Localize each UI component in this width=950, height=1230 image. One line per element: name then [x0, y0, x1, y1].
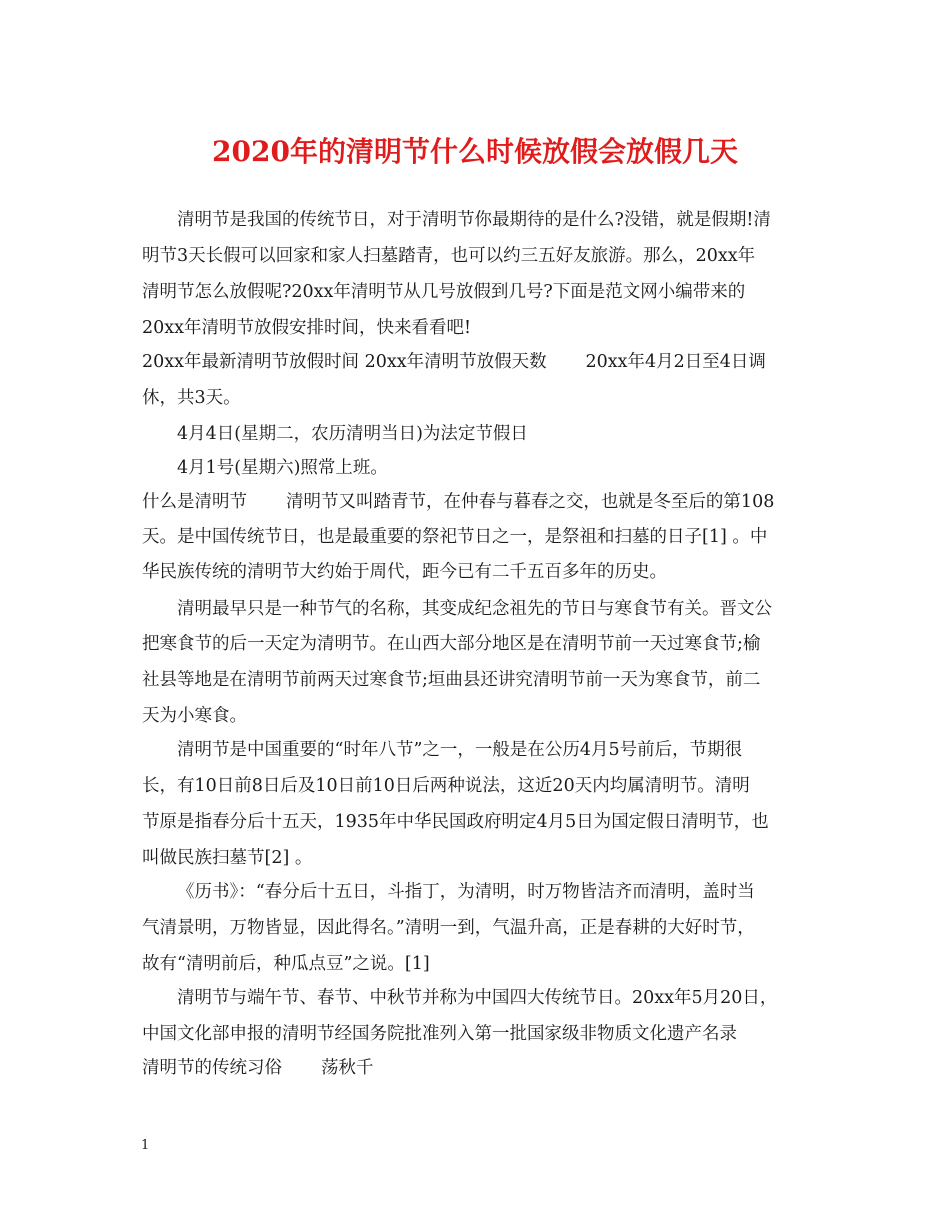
body-line: 休，共3天。 [142, 388, 241, 408]
body-line: 长，有10日前8日后及10日前10日后两种说法，这近20天内均属清明节。清明 [142, 776, 750, 796]
body-line: 故有“清明前后，种瓜点豆”之说。[1] [142, 954, 430, 974]
body-line: 气清景明，万物皆显，因此得名。”清明一到，气温升高，正是春耕的大好时节， [142, 918, 755, 938]
body-line: 清明节是我国的传统节日，对于清明节你最期待的是什么?没错，就是假期!清 [177, 210, 771, 230]
body-line: 华民族传统的清明节大约始于周代，距今已有二千五百多年的历史。 [142, 562, 667, 582]
document-title: 2020年的清明节什么时候放假会放假几天 [212, 135, 738, 168]
body-line: 天。是中国传统节日，也是最重要的祭祀节日之一，是祭祖和扫墓的日子[1] 。中 [142, 527, 768, 547]
body-line: 4月4日(星期二，农历清明当日)为法定节假日 [177, 424, 528, 444]
body-line: 《历书》：“春分后十五日，斗指丁，为清明，时万物皆洁齐而清明，盖时当 [177, 882, 755, 902]
body-line: 中国文化部申报的清明节经国务院批准列入第一批国家级非物质文化遗产名录 [142, 1024, 737, 1044]
body-line: 20xx年最新清明节放假时间 20xx年清明节放假天数 20xx年4月2日至4日调 [142, 352, 766, 372]
body-line: 清明节的传统习俗 荡秋千 [142, 1058, 374, 1078]
body-line: 什么是清明节 清明节又叫踏青节，在仲春与暮春之交，也就是冬至后的第108 [142, 492, 775, 512]
body-line: 节原是指春分后十五天，1935年中华民国政府明定4月5日为国定假日清明节，也 [142, 812, 769, 832]
body-line: 20xx年清明节放假安排时间，快来看看吧! [142, 318, 472, 338]
body-line: 社县等地是在清明节前两天过寒食节;垣曲县还讲究清明节前一天为寒食节，前二 [142, 670, 761, 690]
body-line: 明节3天长假可以回家和家人扫墓踏青，也可以约三五好友旅游。那么，20xx年 [142, 246, 756, 266]
body-line: 清明最早只是一种节气的名称，其变成纪念祖先的节日与寒食节有关。晋文公 [177, 599, 772, 619]
body-line: 清明节与端午节、春节、中秋节并称为中国四大传统节日。20xx年5月20日， [177, 988, 778, 1008]
body-line: 清明节是中国重要的“时年八节”之一，一般是在公历4月5号前后，节期很 [177, 740, 743, 760]
body-line: 叫做民族扫墓节[2] 。 [142, 848, 313, 868]
body-line: 4月1号(星期六)照常上班。 [177, 458, 388, 478]
body-line: 天为小寒食。 [142, 706, 247, 726]
page-number: 1 [141, 1138, 150, 1153]
body-line: 清明节怎么放假呢?20xx年清明节从几号放假到几号?下面是范文网小编带来的 [142, 282, 746, 302]
body-line: 把寒食节的后一天定为清明节。在山西大部分地区是在清明节前一天过寒食节;榆 [142, 634, 761, 654]
